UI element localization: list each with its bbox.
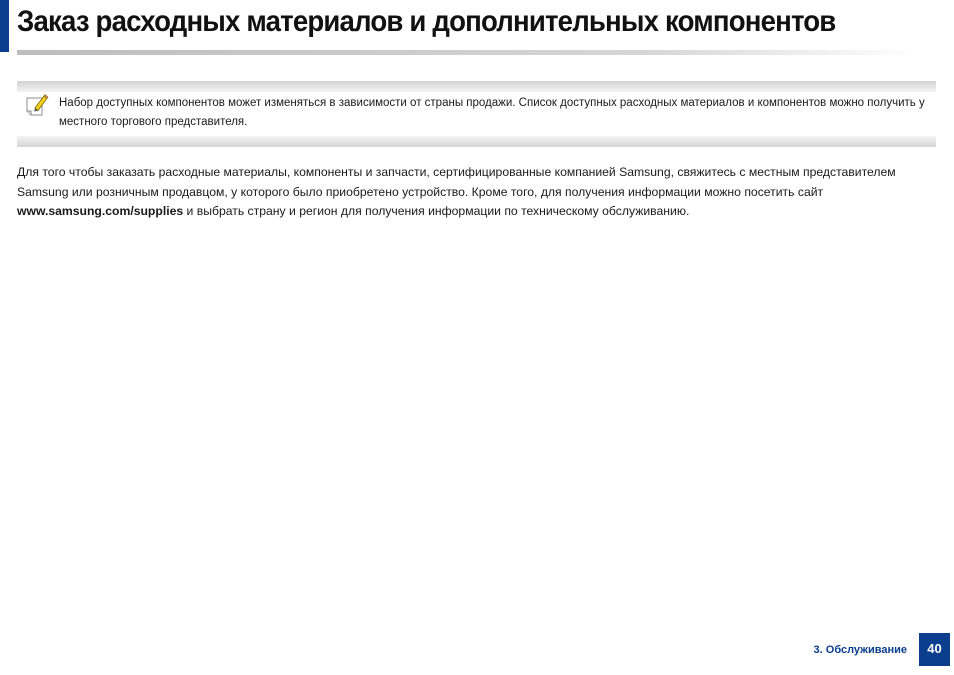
title-underline: [17, 50, 917, 55]
note-bottom-bar: [17, 136, 936, 147]
body-text-after: и выбрать страну и регион для получения информации по техническому обслуживанию.: [183, 204, 690, 218]
note-text: Набор доступных компонентов может изменяться в зависимости от страны продажи. Список доступных расходных материалов и компонентов можно получить у местного торгового представителя.: [59, 97, 925, 128]
note-box: [17, 81, 936, 147]
page-number: 40: [919, 633, 950, 666]
body-text-before: Для того чтобы заказать расходные материалы, компоненты и запчасти, сертифицированные компанией Samsung, свяжитесь с местным представителем Samsung или розничным продавцом, у которого было приобретено устройство. Кроме того, для получения информации можно посетить сайт: [17, 165, 896, 199]
title-accent-bar: [0, 0, 9, 52]
page-title: Заказ расходных материалов и дополнительных компонентов: [17, 5, 836, 38]
note-top-bar: [17, 81, 936, 92]
footer-section-label: 3. Обслуживание: [813, 644, 907, 656]
supplies-link[interactable]: www.samsung.com/supplies: [17, 204, 184, 218]
body-paragraph: [17, 163, 942, 222]
note-pencil-icon: [25, 93, 49, 119]
